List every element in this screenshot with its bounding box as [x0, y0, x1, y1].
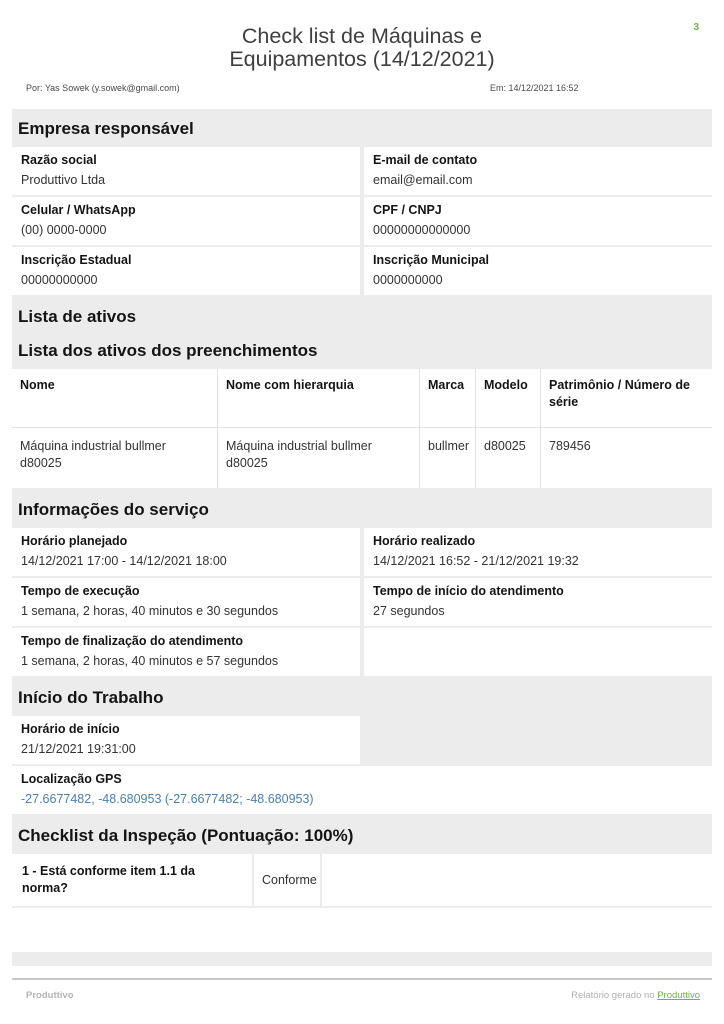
- field-email-contato: [364, 147, 712, 195]
- empty-area: [364, 716, 712, 764]
- checklist-row: [12, 854, 712, 906]
- field-value: 14/12/2021 17:00 - 14/12/2021 18:00: [21, 554, 227, 568]
- empty-cell: [364, 628, 712, 676]
- asset-marca: bullmer: [420, 428, 476, 488]
- column-header-patrimonio: Patrimônio / Número de série: [549, 378, 690, 409]
- table-row: [12, 428, 712, 488]
- field-inscricao-municipal: [364, 247, 712, 295]
- field-value: 00000000000000: [373, 223, 471, 237]
- field-value: Produttivo Ltda: [21, 173, 106, 187]
- field-tempo-finalizacao: [12, 628, 360, 676]
- field-label: Inscrição Estadual: [21, 253, 132, 267]
- field-value: email@email.com: [373, 173, 473, 187]
- field-label: Celular / WhatsApp: [21, 203, 136, 217]
- footer-produttivo-link[interactable]: Produttivo: [657, 990, 700, 1001]
- field-value: 1 semana, 2 horas, 40 minutos e 57 segundos: [21, 654, 279, 668]
- column-header-hierarquia: Nome com hierarquia: [218, 369, 420, 427]
- work-start-row-1: [12, 716, 712, 764]
- footer-generated: [571, 990, 700, 1001]
- field-tempo-execucao: [12, 578, 360, 626]
- section-title-work-start: Início do Trabalho: [18, 688, 164, 707]
- field-label: Tempo de finalização do atendimento: [21, 634, 244, 648]
- generated-at: Em: 14/12/2021 16:52: [490, 83, 579, 93]
- report-body: [12, 109, 712, 966]
- field-label: Inscrição Municipal: [373, 253, 490, 267]
- assets-table: [12, 369, 712, 488]
- gps-coordinates-link[interactable]: -27.6677482, -48.680953 (-27.6677482; -48.680953): [21, 792, 314, 806]
- field-label: E-mail de contato: [373, 153, 478, 167]
- service-row-2: [12, 578, 712, 626]
- field-label: CPF / CNPJ: [373, 203, 442, 217]
- company-row-3: [12, 247, 712, 295]
- field-localizacao-gps: [12, 766, 712, 814]
- field-label: Horário planejado: [21, 534, 128, 548]
- page-number: 3: [693, 22, 699, 33]
- column-header-nome: Nome: [12, 369, 218, 427]
- field-label: Horário realizado: [373, 534, 476, 548]
- field-value: 27 segundos: [373, 604, 445, 618]
- footer-generated-text: Relatório gerado no: [571, 990, 655, 1001]
- field-cpf-cnpj: [364, 197, 712, 245]
- field-celular-whatsapp: [12, 197, 360, 245]
- field-razao-social: [12, 147, 360, 195]
- field-label: Razão social: [21, 153, 97, 167]
- section-subtitle-assets: Lista dos ativos dos preenchimentos: [18, 341, 318, 360]
- footer-brand: Produttivo: [26, 990, 74, 1001]
- field-value: 00000000000: [21, 273, 98, 287]
- field-horario-planejado: [12, 528, 360, 576]
- field-label: Localização GPS: [21, 772, 122, 786]
- checklist-answer: Conforme: [254, 854, 320, 906]
- work-start-row-2: [12, 766, 712, 814]
- asset-modelo: d80025: [476, 428, 541, 488]
- report-title-line1: Check list de Máquinas e: [241, 24, 483, 48]
- report-title-line2: Equipamentos (14/12/2021): [229, 47, 495, 71]
- column-header-marca: Marca: [420, 369, 476, 427]
- field-value: 0000000000: [373, 273, 443, 287]
- field-value: 1 semana, 2 horas, 40 minutos e 30 segundos: [21, 604, 279, 618]
- company-row-2: [12, 197, 712, 245]
- field-value: 21/12/2021 19:31:00: [21, 742, 136, 756]
- footer: [0, 980, 724, 1001]
- section-title-company: Empresa responsável: [18, 119, 194, 138]
- asset-nome: Máquina industrial bullmer d80025: [12, 428, 218, 488]
- section-title-service: Informações do serviço: [18, 500, 209, 519]
- checklist-notes-empty: [322, 854, 712, 906]
- company-row-1: [12, 147, 712, 195]
- service-row-1: [12, 528, 712, 576]
- report-meta: [0, 83, 724, 95]
- empty-row: [12, 908, 712, 952]
- field-inscricao-estadual: [12, 247, 360, 295]
- section-title-assets: Lista de ativos: [18, 307, 137, 326]
- report-title: [197, 0, 527, 71]
- asset-hierarquia: Máquina industrial bullmer d80025: [218, 428, 420, 488]
- checklist-question: 1 - Está conforme item 1.1 da norma?: [12, 854, 252, 906]
- assets-table-header: [12, 369, 712, 428]
- field-value: 14/12/2021 16:52 - 21/12/2021 19:32: [373, 554, 579, 568]
- asset-patrimonio: 789456: [549, 439, 591, 453]
- field-label: Horário de início: [21, 722, 120, 736]
- field-label: Tempo de execução: [21, 584, 140, 598]
- author-line: Por: Yas Sowek (y.sowek@gmail.com): [26, 83, 180, 93]
- section-title-checklist: Checklist da Inspeção (Pontuação: 100%): [18, 826, 354, 845]
- column-header-modelo: Modelo: [476, 369, 541, 427]
- service-row-3: [12, 628, 712, 676]
- field-horario-inicio: [12, 716, 360, 764]
- field-horario-realizado: [364, 528, 712, 576]
- field-tempo-inicio-atendimento: [364, 578, 712, 626]
- field-label: Tempo de início do atendimento: [373, 584, 564, 598]
- field-value: (00) 0000-0000: [21, 223, 107, 237]
